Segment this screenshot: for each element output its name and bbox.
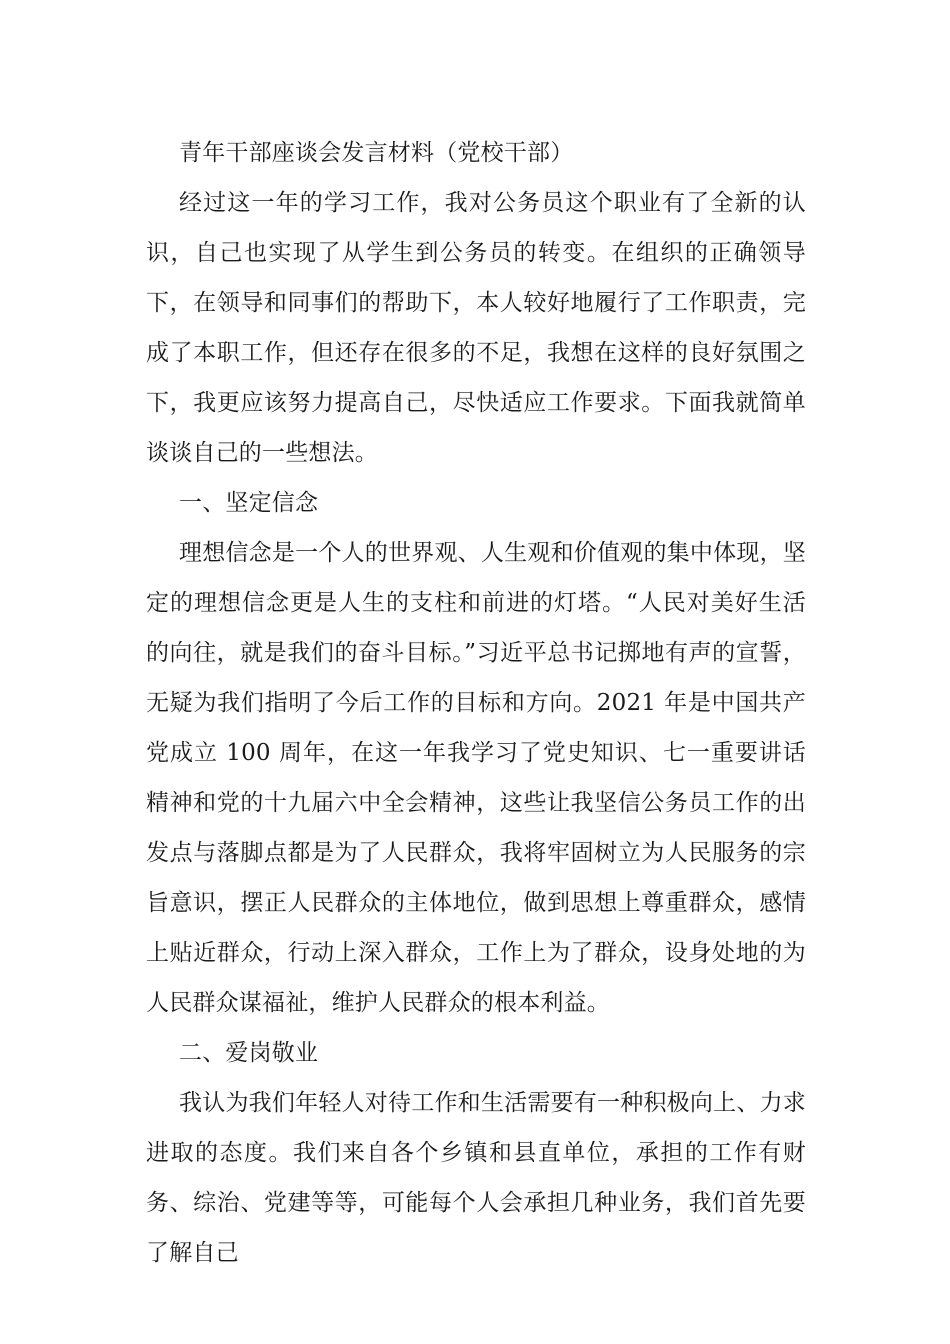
paragraph-section-2: 我认为我们年轻人对待工作和生活需要有一种积极向上、力求进取的态度。我们来自各个乡镇和县直单位，承担的工作有财务、综治、党建等等，可能每个人会承担几种业务，我们首先要了解自己 [146, 1090, 806, 1266]
document-page [146, 128, 806, 1278]
document-title: 青年干部座谈会发言材料（党校干部） [179, 140, 574, 166]
section-heading-1: 一、坚定信念 [179, 490, 319, 516]
section-heading-2: 二、爱岗敬业 [179, 1040, 319, 1066]
paragraph-section-1: 理想信念是一个人的世界观、人生观和价值观的集中体现，坚定的理想信念更是人生的支柱和前进的灯塔。“人民对美好生活的向往，就是我们的奋斗目标。”习近平总书记掷地有声的宣誓，无疑为我们指明了今后工作的目标和方向。2021 年是中国共产党成立 100 周年，在这一年我学习了党史知识、七一重要讲话精神和党的十九届六中全会精神，这些让我坚信公务员工作的出发点与落脚点都是为了人民群众，我将牢固树立为人民服务的宗旨意识，摆正人民群众的主体地位，做到思想上尊重群众，感情上贴近群众，行动上深入群众，工作上为了群众，设身处地的为人民群众谋福祉，维护人民群众的根本利益。 [146, 540, 806, 1016]
paragraph-intro: 经过这一年的学习工作，我对公务员这个职业有了全新的认识，自己也实现了从学生到公务员的转变。在组织的正确领导下，在领导和同事们的帮助下，本人较好地履行了工作职责，完成了本职工作，但还存在很多的不足，我想在这样的良好氛围之下，我更应该努力提高自己，尽快适应工作要求。下面我就简单谈谈自己的一些想法。 [146, 190, 806, 466]
